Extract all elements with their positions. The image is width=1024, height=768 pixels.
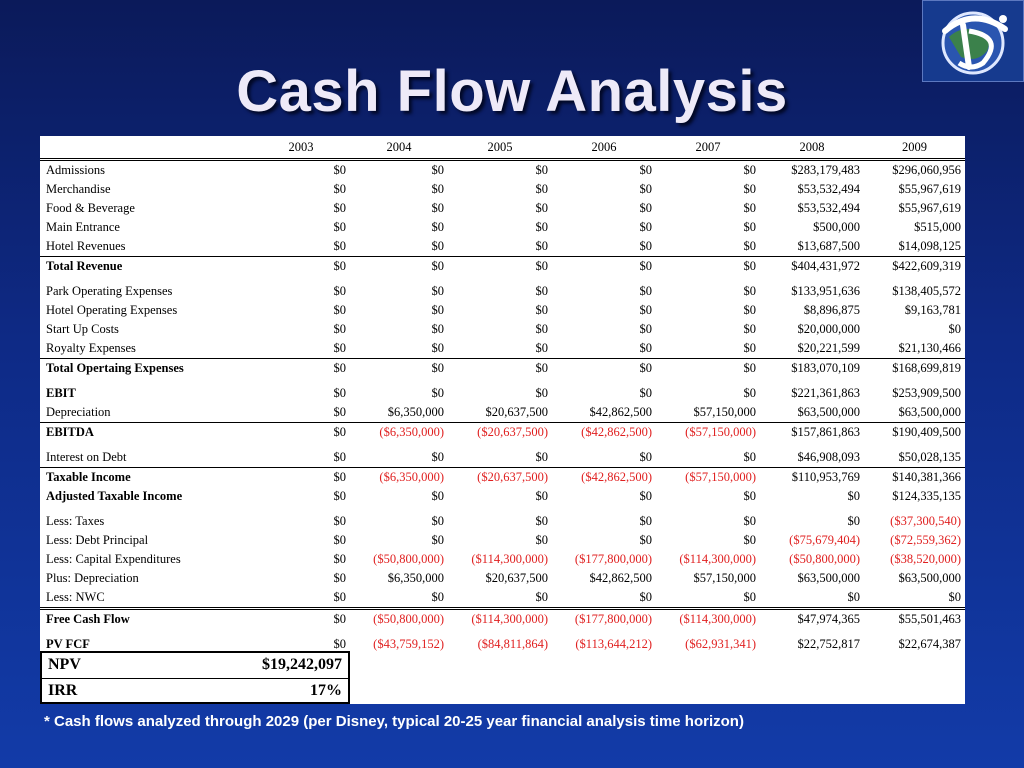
cell-value: $133,951,636 [791, 284, 860, 298]
cell-value: $0 [431, 489, 444, 503]
row-label: Adjusted Taxable Income [46, 489, 183, 503]
cell-value: $22,674,387 [898, 637, 961, 651]
cell-value: $0 [252, 257, 350, 277]
table-row [40, 506, 965, 531]
cell-value: $50,028,135 [898, 450, 961, 464]
cell-value: ($177,800,000) [552, 609, 656, 630]
cash-flow-table-panel [40, 136, 965, 704]
cell-value: $0 [639, 341, 652, 355]
cell-value: ($6,350,000) [350, 423, 448, 443]
cell-value: $0 [333, 533, 346, 547]
disney-logo [922, 0, 1024, 82]
row-label: Taxable Income [40, 468, 252, 488]
cell-value: $0 [948, 322, 961, 336]
cell-value: $0 [333, 182, 346, 196]
cell-value: ($43,759,152) [373, 637, 444, 651]
row-label: Total Revenue [40, 257, 252, 277]
cell-value: $63,500,000 [797, 405, 860, 419]
table-row [40, 276, 965, 301]
cell-value: $0 [252, 609, 350, 630]
cell-value: $42,862,500 [589, 571, 652, 585]
npv-row [42, 653, 348, 678]
cell-value: $0 [333, 341, 346, 355]
cell-value: $0 [639, 163, 652, 177]
year-header: 2009 [864, 136, 965, 160]
cash-flow-table-body [40, 160, 965, 655]
cell-value: $515,000 [914, 220, 961, 234]
cell-value: ($72,559,362) [890, 533, 961, 547]
row-label: Less: Debt Principal [46, 533, 149, 547]
table-row [40, 180, 965, 199]
cell-value: $0 [333, 163, 346, 177]
cell-value: $253,909,500 [892, 386, 961, 400]
cell-value: $0 [639, 533, 652, 547]
cell-value: $20,000,000 [797, 322, 860, 336]
cell-value: $0 [431, 533, 444, 547]
cell-value: ($177,800,000) [574, 552, 652, 566]
row-label: EBITDA [40, 423, 252, 443]
cell-value: $0 [552, 359, 656, 379]
cell-value: ($114,300,000) [679, 552, 756, 566]
row-label: EBIT [46, 386, 76, 400]
cell-value: $0 [333, 386, 346, 400]
cell-value: ($42,862,500) [552, 468, 656, 488]
cell-value: $0 [431, 514, 444, 528]
cell-value: $8,896,875 [803, 303, 860, 317]
row-label: Admissions [46, 163, 106, 177]
year-header: 2008 [760, 136, 864, 160]
npv-label: NPV [48, 656, 81, 673]
cell-value: ($50,800,000) [373, 552, 444, 566]
cell-value: $0 [743, 220, 756, 234]
cell-value: $0 [743, 386, 756, 400]
cell-value: ($84,811,864) [477, 637, 548, 651]
cell-value: $0 [535, 489, 548, 503]
table-row [40, 160, 965, 181]
cell-value: $55,967,619 [898, 182, 961, 196]
cell-value: $0 [743, 303, 756, 317]
row-label: PV FCF [46, 637, 90, 651]
slide-title: Cash Flow Analysis [236, 59, 788, 124]
year-header: 2006 [552, 136, 656, 160]
cell-value: $0 [431, 284, 444, 298]
cell-value: $0 [639, 322, 652, 336]
row-label: Park Operating Expenses [46, 284, 173, 298]
cell-value: $20,637,500 [485, 571, 548, 585]
cell-value: $0 [743, 201, 756, 215]
npv-value: $19,242,097 [262, 656, 342, 673]
cell-value: $0 [535, 220, 548, 234]
cell-value: ($57,150,000) [656, 423, 760, 443]
cell-value: $0 [350, 257, 448, 277]
cell-value: $20,221,599 [797, 341, 860, 355]
row-label: Free Cash Flow [40, 609, 252, 630]
irr-row [42, 678, 348, 704]
cell-value: $0 [552, 257, 656, 277]
row-label: Start Up Costs [46, 322, 119, 336]
cell-value: $221,361,863 [791, 386, 860, 400]
table-row [40, 199, 965, 218]
cell-value: $0 [333, 552, 346, 566]
table-row [40, 487, 965, 506]
cell-value: $0 [847, 489, 860, 503]
cell-value: $0 [743, 489, 756, 503]
footnote: * Cash flows analyzed through 2029 (per Disney, typical 20-25 year financial analysis time horizon) [44, 713, 744, 730]
cell-value: ($50,800,000) [789, 552, 860, 566]
cell-value: $42,862,500 [589, 405, 652, 419]
cell-value: ($75,679,404) [789, 533, 860, 547]
row-label: Interest on Debt [46, 450, 127, 464]
cell-value: $0 [431, 163, 444, 177]
cell-value: ($114,300,000) [448, 609, 552, 630]
cell-value: $53,532,494 [797, 201, 860, 215]
npv-irr-summary [40, 651, 350, 704]
table-row [40, 442, 965, 468]
cell-value: $0 [431, 322, 444, 336]
cell-value: $21,130,466 [898, 341, 961, 355]
cell-value: $14,098,125 [898, 239, 961, 253]
table-row [40, 257, 965, 277]
table-row [40, 301, 965, 320]
irr-value: 17% [310, 682, 342, 699]
cell-value: $0 [431, 386, 444, 400]
cell-value: $124,335,135 [892, 489, 961, 503]
header-blank [40, 136, 252, 160]
cell-value: $0 [535, 239, 548, 253]
cell-value: $0 [639, 450, 652, 464]
row-label: Royalty Expenses [46, 341, 136, 355]
cell-value: $0 [535, 386, 548, 400]
cell-value: $46,908,093 [797, 450, 860, 464]
cell-value: $0 [656, 359, 760, 379]
cell-value: ($62,931,341) [685, 637, 756, 651]
table-row [40, 531, 965, 550]
cell-value: $22,752,817 [797, 637, 860, 651]
cell-value: $0 [252, 423, 350, 443]
table-row [40, 423, 965, 443]
row-label: Less: Capital Expenditures [46, 552, 181, 566]
cell-value: $190,409,500 [864, 423, 965, 443]
cell-value: ($50,800,000) [350, 609, 448, 630]
row-label: Depreciation [46, 405, 111, 419]
cell-value: $55,501,463 [864, 609, 965, 630]
row-label: Hotel Revenues [46, 239, 126, 253]
cell-value: $0 [743, 514, 756, 528]
year-header-row [40, 136, 965, 160]
cell-value: $0 [333, 239, 346, 253]
cell-value: $53,532,494 [797, 182, 860, 196]
cell-value: $0 [639, 182, 652, 196]
cell-value: ($57,150,000) [656, 468, 760, 488]
cell-value: $0 [743, 590, 756, 604]
table-row [40, 339, 965, 359]
cell-value: $0 [333, 514, 346, 528]
cell-value: $0 [431, 220, 444, 234]
row-label: Plus: Depreciation [46, 571, 139, 585]
cell-value: $404,431,972 [760, 257, 864, 277]
cell-value: $6,350,000 [387, 571, 444, 585]
cell-value: $0 [743, 341, 756, 355]
cell-value: $13,687,500 [797, 239, 860, 253]
cell-value: $0 [639, 303, 652, 317]
cell-value: ($20,637,500) [448, 468, 552, 488]
cell-value: $0 [535, 303, 548, 317]
row-label: Food & Beverage [46, 201, 135, 215]
year-header: 2004 [350, 136, 448, 160]
cell-value: $110,953,769 [760, 468, 864, 488]
cell-value: $9,163,781 [904, 303, 961, 317]
cell-value: $0 [656, 257, 760, 277]
cell-value: $63,500,000 [797, 571, 860, 585]
cell-value: $0 [333, 450, 346, 464]
year-header: 2005 [448, 136, 552, 160]
cell-value: $0 [639, 489, 652, 503]
cell-value: $55,967,619 [898, 201, 961, 215]
year-header: 2007 [656, 136, 760, 160]
cell-value: $0 [333, 571, 346, 585]
year-header: 2003 [252, 136, 350, 160]
cell-value: $0 [333, 489, 346, 503]
cell-value: $0 [535, 533, 548, 547]
cell-value: $0 [743, 450, 756, 464]
cell-value: $0 [535, 182, 548, 196]
cell-value: $0 [333, 405, 346, 419]
cell-value: $0 [639, 284, 652, 298]
row-label: Merchandise [46, 182, 111, 196]
cell-value: $168,699,819 [864, 359, 965, 379]
cell-value: $157,861,863 [760, 423, 864, 443]
cell-value: $0 [333, 590, 346, 604]
cell-value: $0 [535, 590, 548, 604]
cell-value: ($6,350,000) [350, 468, 448, 488]
cell-value: $0 [431, 201, 444, 215]
table-row [40, 609, 965, 630]
cell-value: $0 [743, 163, 756, 177]
cell-value: $0 [448, 359, 552, 379]
cell-value: $0 [535, 341, 548, 355]
cell-value: $500,000 [813, 220, 860, 234]
cell-value: ($20,637,500) [448, 423, 552, 443]
cell-value: $0 [639, 386, 652, 400]
cell-value: $0 [535, 322, 548, 336]
cell-value: $0 [535, 450, 548, 464]
table-row [40, 569, 965, 588]
cell-value: $283,179,483 [791, 163, 860, 177]
cell-value: $0 [743, 322, 756, 336]
cell-value: $0 [252, 468, 350, 488]
row-label: Main Entrance [46, 220, 120, 234]
cell-value: $422,609,319 [864, 257, 965, 277]
cell-value: $0 [431, 450, 444, 464]
cell-value: $0 [639, 590, 652, 604]
cell-value: ($42,862,500) [552, 423, 656, 443]
cell-value: $20,637,500 [485, 405, 548, 419]
cell-value: $0 [431, 182, 444, 196]
cell-value: $0 [333, 322, 346, 336]
cell-value: $0 [743, 284, 756, 298]
cell-value: ($113,644,212) [575, 637, 652, 651]
table-row [40, 588, 965, 609]
cell-value: $63,500,000 [898, 405, 961, 419]
cell-value: $0 [743, 239, 756, 253]
cell-value: $57,150,000 [693, 571, 756, 585]
cell-value: $0 [535, 163, 548, 177]
row-label: Less: NWC [46, 590, 105, 604]
cell-value: $63,500,000 [898, 571, 961, 585]
cell-value: $57,150,000 [693, 405, 756, 419]
cell-value: $0 [431, 341, 444, 355]
cell-value: $140,381,366 [864, 468, 965, 488]
cell-value: $0 [333, 284, 346, 298]
cell-value: $0 [333, 201, 346, 215]
cell-value: $0 [743, 533, 756, 547]
cell-value: $0 [847, 514, 860, 528]
cell-value: $0 [535, 201, 548, 215]
cell-value: $0 [333, 303, 346, 317]
cell-value: $0 [448, 257, 552, 277]
table-row [40, 403, 965, 423]
cell-value: ($38,520,000) [890, 552, 961, 566]
row-label: Total Opertaing Expenses [40, 359, 252, 379]
cell-value: ($114,300,000) [656, 609, 760, 630]
cell-value: $0 [431, 590, 444, 604]
cell-value: $0 [639, 239, 652, 253]
table-row [40, 218, 965, 237]
table-row [40, 320, 965, 339]
cell-value: $138,405,572 [892, 284, 961, 298]
row-label: Hotel Operating Expenses [46, 303, 178, 317]
row-label: Less: Taxes [46, 514, 105, 528]
table-row [40, 378, 965, 403]
cell-value: $0 [639, 514, 652, 528]
table-row [40, 468, 965, 488]
cell-value: $0 [252, 359, 350, 379]
cell-value: $0 [535, 514, 548, 528]
table-row [40, 237, 965, 257]
disney-logo-icon [923, 1, 1023, 81]
cell-value: ($37,300,540) [890, 514, 961, 528]
cell-value: $0 [639, 201, 652, 215]
cell-value: $0 [948, 590, 961, 604]
cell-value: $0 [333, 220, 346, 234]
cell-value: $0 [743, 182, 756, 196]
cell-value: $0 [847, 590, 860, 604]
cell-value: $0 [333, 637, 346, 651]
cash-flow-table [40, 136, 965, 654]
cell-value: $183,070,109 [760, 359, 864, 379]
cell-value: $47,974,365 [760, 609, 864, 630]
cell-value: $0 [431, 303, 444, 317]
cell-value: $0 [535, 284, 548, 298]
cell-value: $296,060,956 [892, 163, 961, 177]
cell-value: $0 [431, 239, 444, 253]
table-row [40, 550, 965, 569]
irr-label: IRR [48, 682, 78, 699]
cell-value: $0 [639, 220, 652, 234]
cell-value: $0 [350, 359, 448, 379]
cell-value: $6,350,000 [387, 405, 444, 419]
cell-value: ($114,300,000) [471, 552, 548, 566]
table-row [40, 359, 965, 379]
